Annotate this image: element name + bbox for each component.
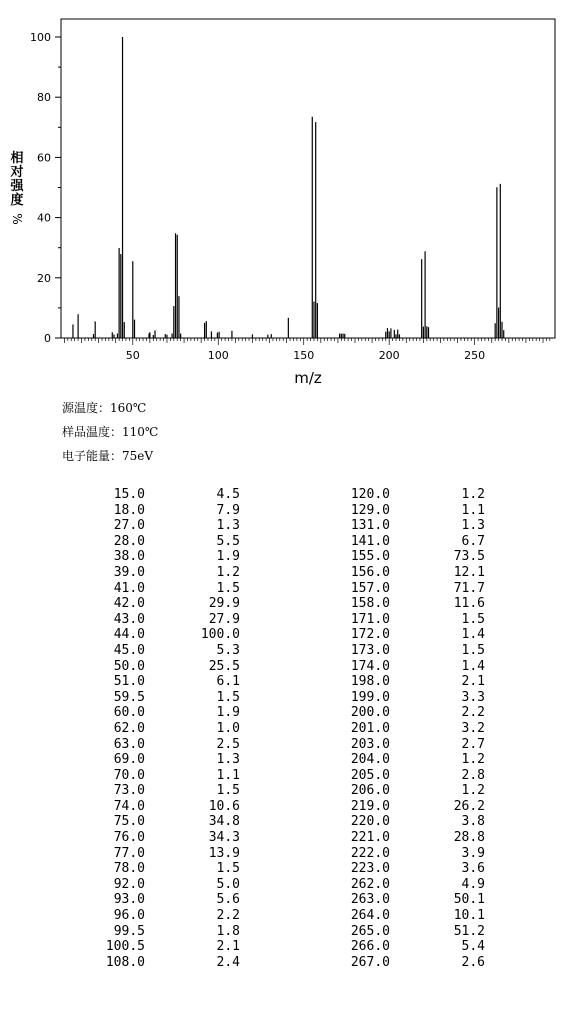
peak-mz: 18.0: [113, 502, 145, 518]
peak-row: [70, 627, 240, 643]
peak-row: [315, 799, 485, 815]
peak-row: [315, 565, 485, 581]
peak-row: [70, 565, 240, 581]
peak-row: [315, 612, 485, 628]
peak-abundance: 1.2: [461, 487, 485, 502]
peak-abundance: 10.6: [208, 798, 240, 814]
y-tick-label: 20: [37, 271, 51, 285]
peak-abundance: 1.9: [216, 705, 240, 721]
peak-mz: 39.0: [113, 564, 145, 580]
peak-abundance: 2.1: [461, 674, 485, 690]
peak-abundance: 2.4: [216, 954, 240, 970]
peak-mz: 172.0: [350, 627, 390, 643]
peak-abundance: 71.7: [453, 580, 485, 596]
peak-row: [70, 487, 240, 503]
peak-abundance: 29.9: [208, 596, 240, 612]
peak-abundance: 1.1: [216, 767, 240, 783]
x-axis: [64, 338, 549, 362]
peak-abundance: 1.3: [461, 518, 485, 534]
y-tick-label: 40: [37, 211, 51, 225]
peak-abundance: 1.8: [216, 923, 240, 939]
peak-row: [70, 534, 240, 550]
peak-abundance: 5.4: [461, 939, 485, 955]
peak-row: [70, 861, 240, 877]
peak-abundance: 34.8: [208, 814, 240, 830]
peak-abundance: 1.5: [461, 642, 485, 658]
peak-abundance: 10.1: [453, 908, 485, 924]
peak-mz: 204.0: [350, 752, 390, 768]
peak-mz: 59.5: [113, 689, 145, 705]
peak-mz: 77.0: [113, 845, 145, 861]
spectrum-bars: [73, 37, 504, 338]
peak-mz: 219.0: [350, 798, 390, 814]
peak-mz: 60.0: [113, 705, 145, 721]
peak-mz: 262.0: [350, 876, 390, 892]
peak-row: [70, 612, 240, 628]
peak-abundance: 11.6: [453, 596, 485, 612]
peak-abundance: 34.3: [208, 830, 240, 846]
peak-table-right: [315, 487, 485, 970]
peak-row: [315, 908, 485, 924]
peak-mz: 15.0: [113, 487, 145, 502]
peak-mz: 171.0: [350, 611, 390, 627]
peak-row: [70, 877, 240, 893]
peak-row: [70, 752, 240, 768]
x-axis-label: m/z: [294, 369, 322, 387]
peak-mz: 42.0: [113, 596, 145, 612]
peak-abundance: 3.2: [461, 720, 485, 736]
peak-mz: 73.0: [113, 783, 145, 799]
peak-row: [315, 924, 485, 940]
peak-abundance: 1.5: [461, 611, 485, 627]
peak-abundance: 1.5: [216, 580, 240, 596]
peak-row: [315, 737, 485, 753]
peak-row: [70, 518, 240, 534]
y-axis-label-char: 度: [10, 193, 24, 208]
peak-mz: 96.0: [113, 908, 145, 924]
peak-row: [70, 892, 240, 908]
x-tick-label: 150: [293, 349, 315, 362]
peak-row: [315, 830, 485, 846]
peak-row: [315, 503, 485, 519]
peak-row: [315, 861, 485, 877]
peak-mz: 205.0: [350, 767, 390, 783]
peak-mz: 221.0: [350, 830, 390, 846]
peak-row: [315, 674, 485, 690]
peak-mz: 141.0: [350, 533, 390, 549]
peak-mz: 222.0: [350, 845, 390, 861]
y-axis-label-char: 强: [10, 179, 24, 194]
peak-mz: 44.0: [113, 627, 145, 643]
peak-mz: 198.0: [350, 674, 390, 690]
peak-abundance: 25.5: [208, 658, 240, 674]
peak-mz: 200.0: [350, 705, 390, 721]
peak-row: [70, 814, 240, 830]
peak-mz: 157.0: [350, 580, 390, 596]
peak-row: [70, 830, 240, 846]
peak-row: [315, 534, 485, 550]
peak-row: [70, 737, 240, 753]
peak-mz: 38.0: [113, 549, 145, 565]
peak-mz: 70.0: [113, 767, 145, 783]
peak-abundance: 1.5: [216, 689, 240, 705]
peak-row: [315, 721, 485, 737]
peak-abundance: 1.4: [461, 658, 485, 674]
y-tick-label: 100: [30, 31, 51, 44]
peak-abundance: 12.1: [453, 564, 485, 580]
electron-energy: 电子能量：75eV: [62, 449, 154, 463]
peak-row: [315, 487, 485, 503]
y-axis-label: [9, 152, 25, 226]
peak-row: [70, 846, 240, 862]
peak-row: [315, 690, 485, 706]
peak-mz: 76.0: [113, 830, 145, 846]
peak-row: [70, 659, 240, 675]
peak-mz: 173.0: [350, 642, 390, 658]
peak-abundance: 1.9: [216, 549, 240, 565]
peak-abundance: 26.2: [453, 798, 485, 814]
mass-spectrum-chart: [0, 0, 570, 395]
peak-abundance: 50.1: [453, 892, 485, 908]
sample-temperature: 样品温度：110℃: [62, 425, 159, 439]
peak-row: [70, 674, 240, 690]
peak-mz: 265.0: [350, 923, 390, 939]
peak-abundance: 1.2: [216, 564, 240, 580]
y-axis-label-char: 相: [10, 151, 24, 166]
peak-row: [315, 643, 485, 659]
peak-row: [70, 705, 240, 721]
peak-mz: 120.0: [350, 487, 390, 502]
peak-mz: 156.0: [350, 564, 390, 580]
peak-mz: 223.0: [350, 861, 390, 877]
x-tick-label: 200: [378, 349, 400, 362]
peak-mz: 155.0: [350, 549, 390, 565]
peak-row: [315, 877, 485, 893]
peak-row: [70, 643, 240, 659]
y-axis: [30, 31, 61, 345]
peak-abundance: 2.6: [461, 954, 485, 970]
peak-abundance: 5.3: [216, 642, 240, 658]
peak-row: [70, 955, 240, 971]
peak-row: [315, 659, 485, 675]
peak-row: [70, 799, 240, 815]
peak-abundance: 1.3: [216, 518, 240, 534]
peak-abundance: 27.9: [208, 611, 240, 627]
peak-abundance: 4.9: [461, 876, 485, 892]
y-tick-label: 60: [37, 151, 51, 165]
peak-abundance: 5.0: [216, 876, 240, 892]
peak-mz: 27.0: [113, 518, 145, 534]
peak-row: [70, 549, 240, 565]
peak-abundance: 73.5: [453, 549, 485, 565]
peak-row: [315, 892, 485, 908]
peak-mz: 199.0: [350, 689, 390, 705]
peak-mz: 41.0: [113, 580, 145, 596]
peak-abundance: 1.5: [216, 783, 240, 799]
peak-mz: 63.0: [113, 736, 145, 752]
peak-mz: 45.0: [113, 642, 145, 658]
peak-row: [70, 581, 240, 597]
peak-mz: 75.0: [113, 814, 145, 830]
x-tick-label: 100: [207, 349, 229, 362]
peak-abundance: 3.6: [461, 861, 485, 877]
peak-abundance: 1.3: [216, 752, 240, 768]
peak-mz: 51.0: [113, 674, 145, 690]
peak-abundance: 2.1: [216, 939, 240, 955]
peak-abundance: 7.9: [216, 502, 240, 518]
peak-row: [315, 549, 485, 565]
peak-mz: 203.0: [350, 736, 390, 752]
peak-abundance: 2.8: [461, 767, 485, 783]
peak-mz: 131.0: [350, 518, 390, 534]
peak-row: [315, 581, 485, 597]
peak-row: [315, 752, 485, 768]
peak-abundance: 28.8: [453, 830, 485, 846]
source-temperature: 源温度：160℃: [62, 401, 147, 415]
peak-abundance: 1.5: [216, 861, 240, 877]
peak-abundance: 2.7: [461, 736, 485, 752]
peak-mz: 62.0: [113, 720, 145, 736]
peak-mz: 50.0: [113, 658, 145, 674]
peak-row: [70, 924, 240, 940]
peak-row: [315, 518, 485, 534]
peak-mz: 92.0: [113, 876, 145, 892]
peak-abundance: 4.5: [216, 487, 240, 502]
peak-abundance: 2.5: [216, 736, 240, 752]
peak-row: [70, 939, 240, 955]
peak-table-left: [70, 487, 240, 970]
peak-row: [315, 814, 485, 830]
x-tick-label: 250: [464, 349, 486, 362]
peak-mz: 129.0: [350, 502, 390, 518]
peak-mz: 266.0: [350, 939, 390, 955]
peak-mz: 74.0: [113, 798, 145, 814]
peak-mz: 158.0: [350, 596, 390, 612]
peak-mz: 201.0: [350, 720, 390, 736]
peak-mz: 267.0: [350, 954, 390, 970]
peak-abundance: 6.7: [461, 533, 485, 549]
peak-row: [315, 768, 485, 784]
plot-frame: [61, 19, 555, 338]
peak-row: [70, 721, 240, 737]
peak-mz: 206.0: [350, 783, 390, 799]
peak-abundance: 13.9: [208, 845, 240, 861]
peak-abundance: 3.9: [461, 845, 485, 861]
y-tick-label: 0: [44, 332, 51, 345]
peak-mz: 100.5: [105, 939, 145, 955]
peak-mz: 93.0: [113, 892, 145, 908]
peak-mz: 43.0: [113, 611, 145, 627]
peak-row: [70, 503, 240, 519]
peak-mz: 264.0: [350, 908, 390, 924]
y-tick-label: 80: [37, 91, 51, 105]
peak-row: [70, 596, 240, 612]
peak-row: [70, 690, 240, 706]
peak-abundance: 1.1: [461, 502, 485, 518]
peak-abundance: 5.6: [216, 892, 240, 908]
peak-row: [70, 768, 240, 784]
peak-mz: 220.0: [350, 814, 390, 830]
peak-mz: 99.5: [113, 923, 145, 939]
peak-row: [315, 955, 485, 971]
acquisition-conditions: [62, 398, 158, 470]
peak-row: [315, 846, 485, 862]
peak-mz: 108.0: [105, 954, 145, 970]
peak-row: [315, 705, 485, 721]
x-tick-label: 50: [125, 349, 140, 362]
peak-abundance: 3.8: [461, 814, 485, 830]
peak-row: [315, 939, 485, 955]
peak-abundance: 1.2: [461, 752, 485, 768]
peak-abundance: 3.3: [461, 689, 485, 705]
y-axis-unit: %: [10, 213, 24, 225]
peak-row: [315, 783, 485, 799]
peak-mz: 78.0: [113, 861, 145, 877]
peak-row: [70, 783, 240, 799]
peak-abundance: 1.2: [461, 783, 485, 799]
peak-abundance: 6.1: [216, 674, 240, 690]
peak-abundance: 2.2: [461, 705, 485, 721]
peak-row: [315, 596, 485, 612]
peak-abundance: 51.2: [453, 923, 485, 939]
peak-row: [70, 908, 240, 924]
peak-abundance: 1.4: [461, 627, 485, 643]
y-axis-label-char: 对: [10, 165, 24, 180]
peak-row: [315, 627, 485, 643]
peak-abundance: 100.0: [200, 627, 240, 643]
peak-abundance: 1.0: [216, 720, 240, 736]
peak-mz: 69.0: [113, 752, 145, 768]
peak-abundance: 5.5: [216, 533, 240, 549]
peak-mz: 174.0: [350, 658, 390, 674]
peak-abundance: 2.2: [216, 908, 240, 924]
peak-mz: 263.0: [350, 892, 390, 908]
peak-mz: 28.0: [113, 533, 145, 549]
